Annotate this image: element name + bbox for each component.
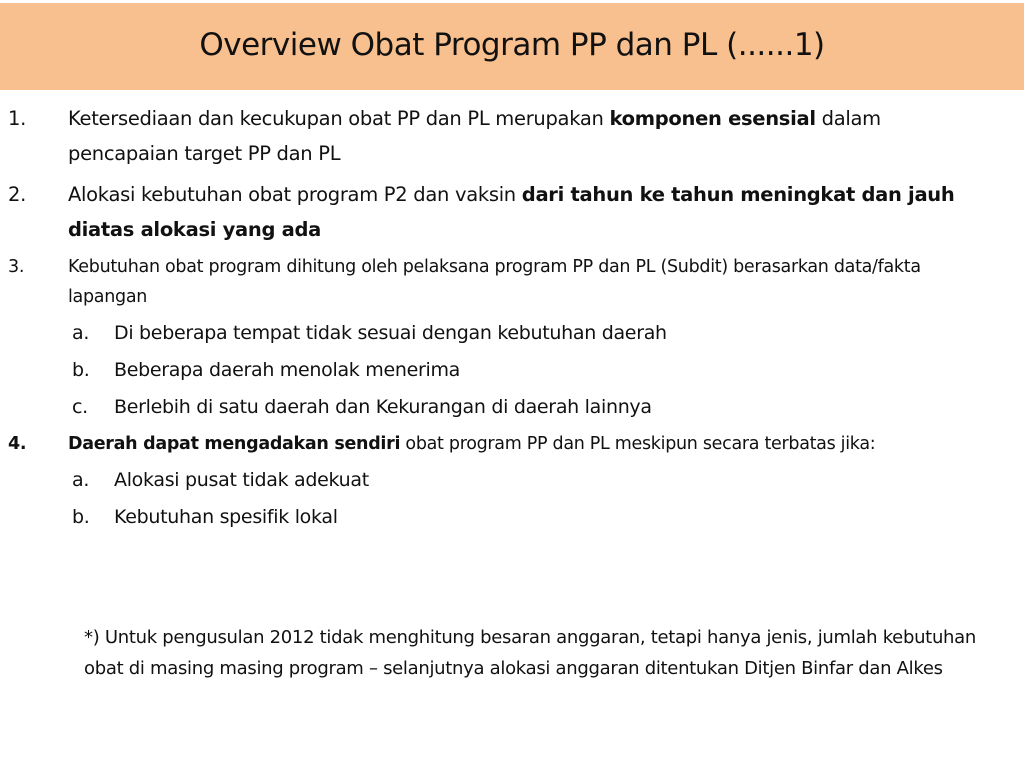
sub-text: Beberapa daerah menolak menerima	[114, 359, 461, 381]
item-text: Kebutuhan obat program dihitung oleh pelaksana program PP dan PL (Subdit) berasarkan data/fakta lapangan	[68, 257, 921, 307]
sub-number: b.	[72, 506, 90, 528]
sub-number: c.	[72, 396, 88, 418]
bold-text: Daerah dapat mengadakan sendiri	[68, 434, 401, 454]
sub-text: Alokasi pusat tidak adekuat	[114, 469, 369, 491]
item-text	[68, 426, 1024, 463]
sub-number: a.	[72, 322, 90, 344]
bold-text: komponen esensial	[609, 107, 816, 130]
item-number: 3.	[8, 257, 25, 277]
item-text	[68, 101, 994, 171]
footnote: *) Untuk pengusulan 2012 tidak menghitung besaran anggaran, tetapi hanya jenis, jumlah kebutuhan obat di masing masing program – selanjutnya alokasi anggaran ditentukan Ditjen Binfar dan Alkes	[84, 627, 976, 679]
item-number: 2.	[8, 183, 27, 206]
sub-number: b.	[72, 359, 90, 381]
sub-text: Kebutuhan spesifik lokal	[114, 506, 338, 528]
text-part: Ketersediaan dan kecukupan obat PP dan PL merupakan	[68, 107, 610, 130]
sub-number: a.	[72, 469, 90, 491]
text-part: obat program PP dan PL meskipun secara terbatas jika:	[400, 434, 876, 454]
text-part: dalam pencapaian target PP dan PL	[68, 107, 881, 165]
text-part: Alokasi kebutuhan obat program P2 dan vaksin	[68, 183, 522, 206]
item-number: 1.	[8, 107, 27, 130]
sub-text: Berlebih di satu daerah dan Kekurangan di daerah lainnya	[114, 396, 652, 418]
item-text	[68, 177, 984, 247]
slide-title: Overview Obat Program PP dan PL (......1)	[199, 27, 825, 63]
sub-text: Di beberapa tempat tidak sesuai dengan kebutuhan daerah	[114, 322, 667, 344]
item-number: 4.	[8, 434, 27, 454]
title-bar	[0, 3, 1024, 90]
bold-text: dari tahun ke tahun meningkat dan jauh diatas alokasi yang ada	[68, 183, 955, 241]
